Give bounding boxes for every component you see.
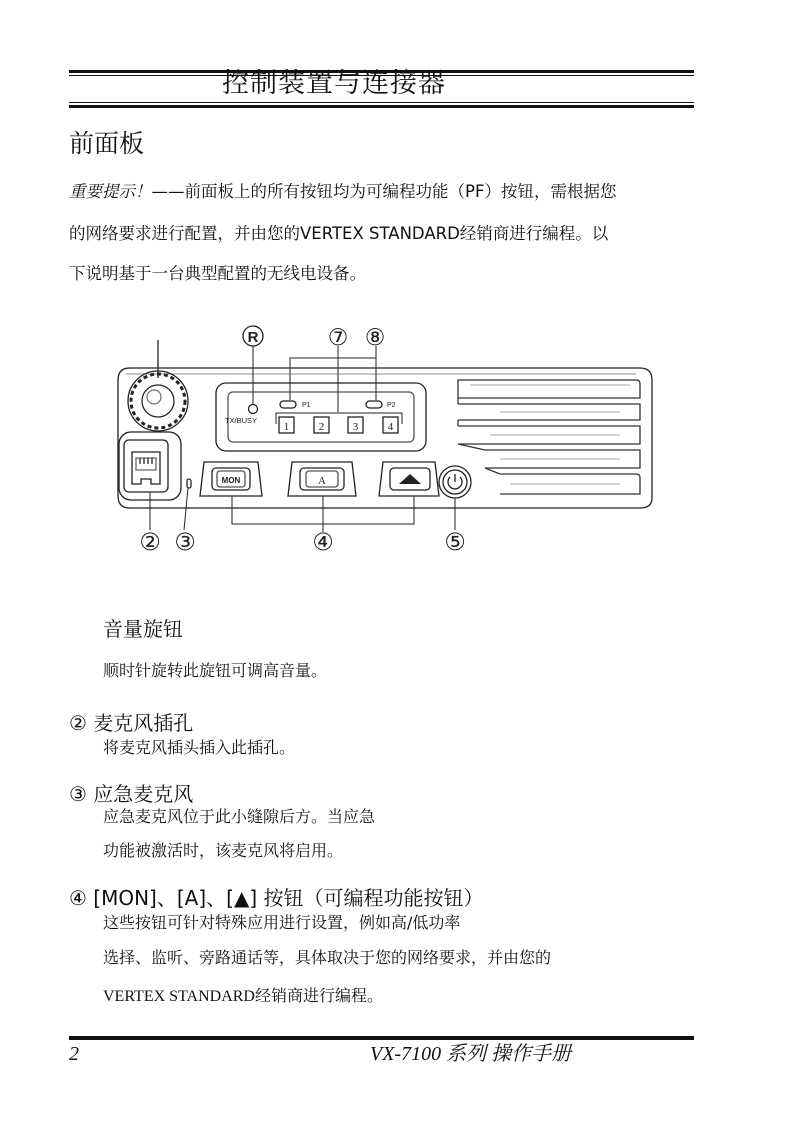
speaker-grille [458,380,640,494]
footer-rule [69,1036,694,1040]
txbusy-label: TX/BUSY [224,416,258,425]
radio-body [118,368,652,508]
intro-line-2: 的网络要求进行配置，并由您的VERTEX STANDARD经销商进行编程。以 [69,224,609,243]
up-button[interactable] [379,462,439,496]
item-emergency-mic-text-1: 应急麦克风位于此小缝隙后方。当应急 [103,807,376,826]
power-button[interactable] [439,466,471,498]
item-pf-buttons-title: ④ [MON]、[A]、[▲] 按钮（可编程功能按钮） [69,886,484,910]
volume-knob [128,371,188,431]
item-volume-text: 顺时针旋转此旋钮可调高音量。 [103,661,328,680]
key-4-label: 4 [387,421,394,433]
callout-8: ⑧ [364,324,386,350]
item-emergency-mic-title: ③ 应急麦克风 [69,782,194,806]
footer-manual-title: VX-7100 系列 操作手册 [370,1043,572,1065]
mon-button-label: MON [221,476,241,485]
p2-label: P2 [387,402,396,409]
item-mic-jack-title: ② 麦克风插孔 [69,711,194,735]
callout-7: ⑦ [327,324,349,350]
section-title: 前面板 [69,129,145,158]
footer-page-number: 2 [69,1043,79,1065]
item-mic-jack-text: 将麦克风插头插入此插孔。 [103,738,296,757]
item-pf-buttons-text-3: VERTEX STANDARD经销商进行编程。 [103,988,383,1005]
callout-5: ⑤ [444,529,466,556]
emergency-mic-slot [187,479,191,488]
key-1-label: 1 [283,421,290,433]
a-button-label: A [318,475,326,487]
item-emergency-mic-text-2: 功能被激活时，该麦克风将启用。 [103,841,344,860]
chapter-title: 控制装置与连接器 [222,68,446,99]
item-pf-buttons-text-2: 选择、监听、旁路通话等，具体取决于您的网络要求，并由您的 [103,948,552,967]
callout-r: R [247,329,259,346]
mic-jack [119,432,181,500]
important-label: 重要提示！ [69,182,152,201]
key-3-label: 3 [352,421,359,433]
txbusy-led [249,405,258,414]
up-arrow-icon [399,474,421,484]
callout-2: ② [139,529,161,556]
intro-line-1-text: ——前面板上的所有按钮均为可编程功能（PF）按钮，需根据您 [151,182,617,201]
p2-led [366,401,382,408]
callout-4: ④ [312,529,334,556]
item-volume-title: 音量旋钮 [103,617,183,641]
callout-3: ③ [174,529,196,556]
intro-line-3: 下说明基于一台典型配置的无线电设备。 [69,264,366,283]
p1-label: P1 [302,402,311,409]
key-2-label: 2 [318,421,325,433]
p1-led [280,401,296,408]
item-pf-buttons-text-1: 这些按钮可针对特殊应用进行设置，例如高/低功率 [103,913,461,932]
